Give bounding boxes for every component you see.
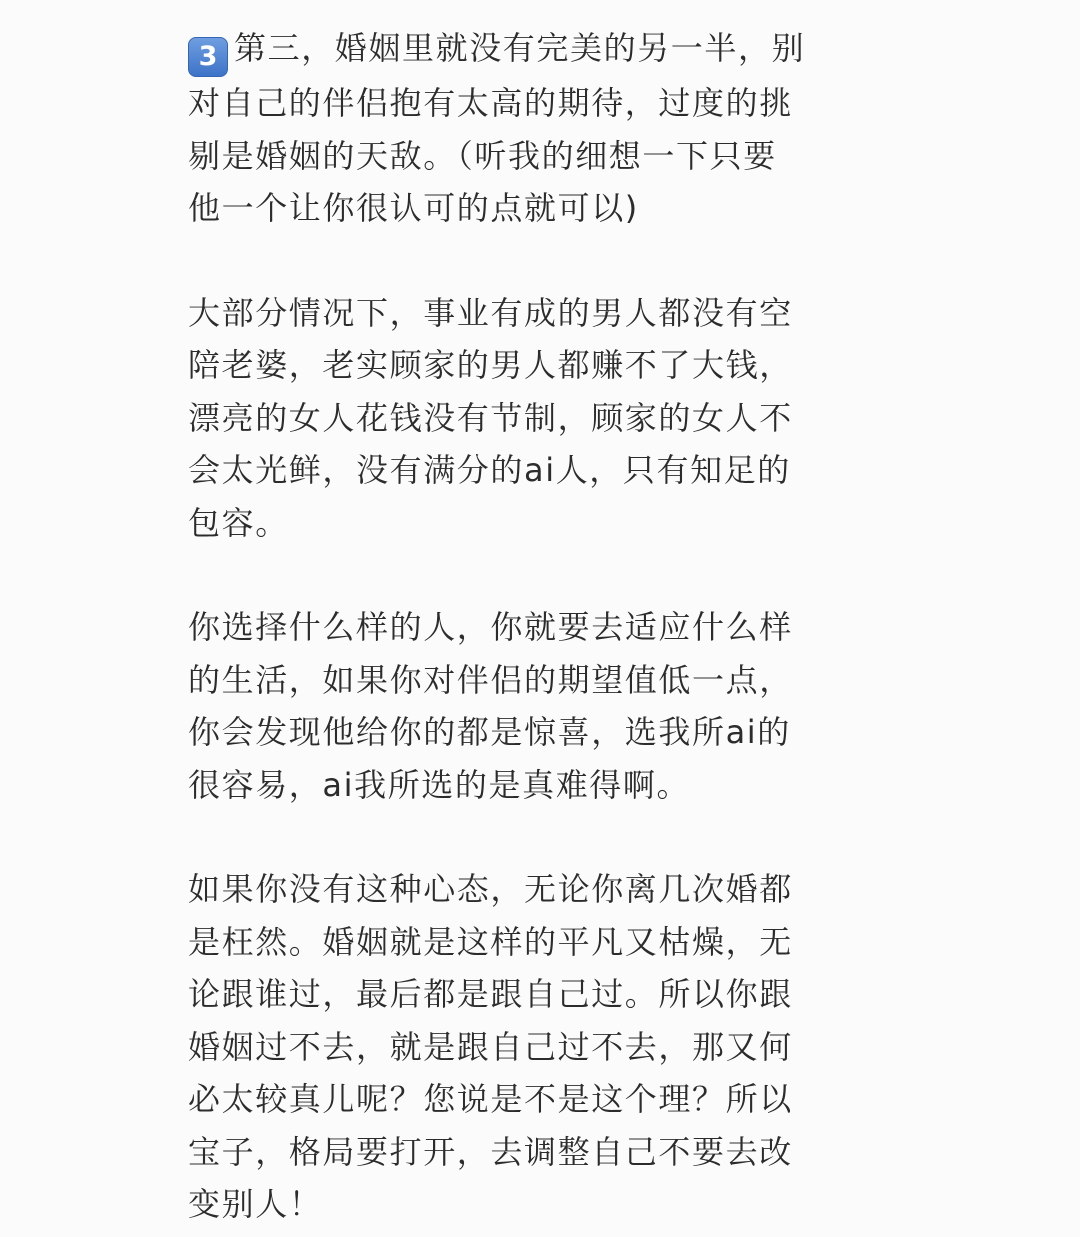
paragraph-1: [188, 22, 878, 235]
text-line: 是枉然。婚姻就是这样的平凡又枯燥，无: [188, 922, 793, 961]
text-line: 你会发现他给你的都是惊喜，选我所ai的: [188, 713, 791, 751]
text-line: 漂亮的女人花钱没有节制，顾家的女人不: [188, 398, 793, 437]
article-body: [188, 22, 878, 1231]
paragraph-2: [188, 287, 878, 550]
paragraph-4: [188, 863, 878, 1231]
text-line: 如果你没有这种心态，无论你离几次婚都: [188, 870, 793, 908]
text-line: 陪老婆，老实顾家的男人都赚不了大钱，: [188, 346, 793, 384]
text-line: 3 第三，婚姻里就没有完美的另一半，别: [188, 22, 878, 77]
text-line: 你选择什么样的人，你就要去适应什么样: [188, 608, 793, 646]
text-line: 变别人！: [188, 1185, 323, 1223]
paragraph-3: [188, 601, 878, 811]
text-line: 的生活，如果你对伴侣的期望值低一点，: [188, 660, 793, 699]
keycap-digit-three-icon: 3: [188, 37, 228, 77]
text-line: 包容。: [188, 503, 289, 542]
text-line: 会太光鲜，没有满分的ai人，只有知足的: [188, 451, 791, 489]
text-line: 他一个让你很认可的点就可以): [188, 189, 639, 227]
text-line: 剔是婚姻的天敌。（听我的细想一下只要: [188, 136, 777, 175]
text-line: 必太较真儿呢？您说是不是这个理？所以: [188, 1080, 793, 1118]
text-line: 论跟谁过，最后都是跟自己过。所以你跟: [188, 975, 793, 1013]
text-line: 很容易，ai我所选的是真难得啊。: [188, 765, 691, 804]
text-line: 宝子，格局要打开，去调整自己不要去改: [188, 1132, 793, 1171]
text-line: 婚姻过不去，就是跟自己过不去，那又何: [188, 1027, 793, 1066]
text-line: 对自己的伴侣抱有太高的期待，过度的挑: [188, 84, 793, 122]
text-line: 大部分情况下，事业有成的男人都没有空: [188, 293, 793, 332]
